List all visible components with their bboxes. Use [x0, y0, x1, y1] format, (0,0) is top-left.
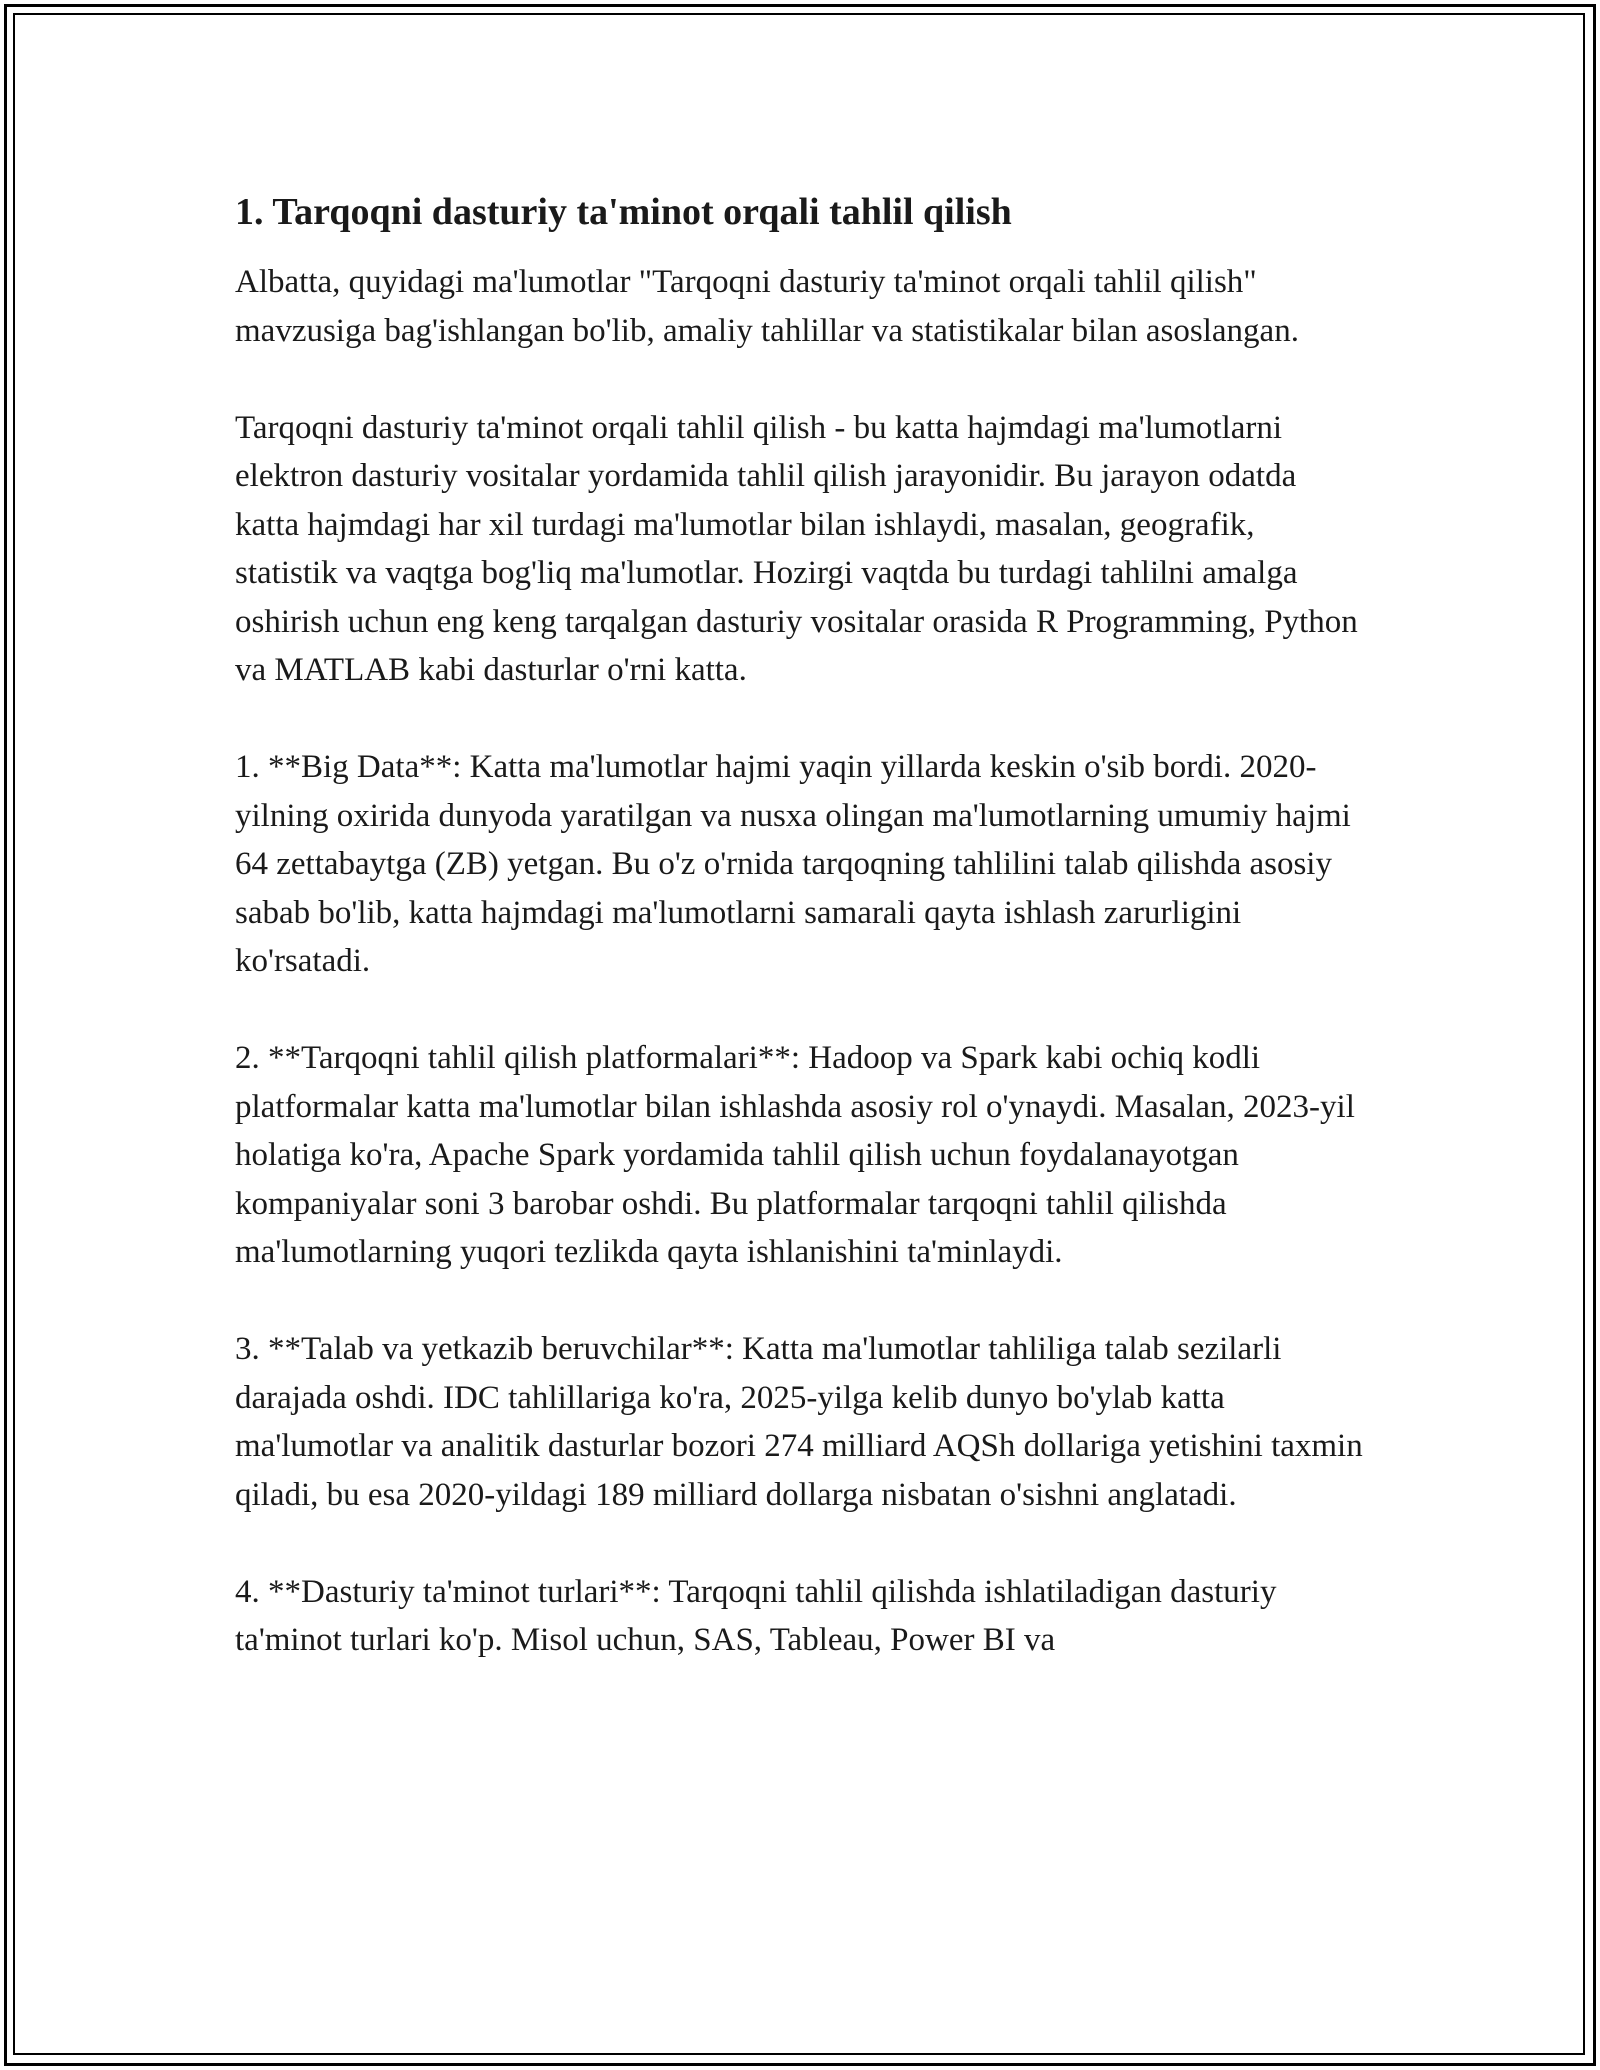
paragraph-platforms: 2. **Tarqoqni tahlil qilish platformalari**: Hadoop va Spark kabi ochiq kodli platformalar katta ma'lumotlar bilan ishlashda asosiy rol o'ynaydi. Masalan, 2023-yil holatiga ko'ra, Apache Spark yordamida tahlil qilish uchun foydalanayotgan kompaniyalar soni 3 barobar oshdi. Bu platformalar tarqoqni tahlil qilishda ma'lumotlarning yuqori tezlikda qayta ishlanishini ta'minlaydi. — [235, 1040, 1355, 1270]
document-page — [235, 186, 1365, 1665]
paragraph-definition: Tarqoqni dasturiy ta'minot orqali tahlil qilish - bu katta hajmdagi ma'lumotlarni elektron dasturiy vositalar yordamida tahlil qilish jarayonidir. Bu jarayon odatda katta hajmdagi har xil turdagi ma'lumotlar bilan ishlaydi, masalan, geografik, statistik va vaqtga bog'liq ma'lumotlar. Hozirgi vaqtda bu turdagi tahlilni amalga oshirish uchun eng keng tarqalgan dasturiy vositalar orasida R Programming, Python va MATLAB kabi dasturlar o'rni katta. — [235, 409, 1358, 688]
paragraph-intro: Albatta, quyidagi ma'lumotlar "Tarqoqni dasturiy ta'minot orqali tahlil qilish" mavzusiga bag'ishlangan bo'lib, amaliy tahlillar va statistikalar bilan asoslangan. — [235, 264, 1299, 349]
paragraph-software-types: 4. **Dasturiy ta'minot turlari**: Tarqoqni tahlil qilishda ishlatiladigan dasturiy ta'minot turlari ko'p. Misol uchun, SAS, Tableau, Power BI va — [235, 1573, 1277, 1658]
paragraph-demand: 3. **Talab va yetkazib beruvchilar**: Katta ma'lumotlar tahliliga talab sezilarli darajada oshdi. IDC tahlillariga ko'ra, 2025-yilga kelib dunyo bo'ylab katta ma'lumotlar va analitik dasturlar bozori 274 milliard AQSh dollariga yetishini taxmin qiladi, bu esa 2020-yildagi 189 milliard dollarga nisbatan o'sishni anglatadi. — [235, 1331, 1363, 1513]
section-heading: 1. Tarqoqni dasturiy ta'minot orqali tahlil qilish — [235, 191, 1012, 233]
paragraph-big-data: 1. **Big Data**: Katta ma'lumotlar hajmi yaqin yillarda keskin o'sib bordi. 2020-yilning oxirida dunyoda yaratilgan va nusxa olingan ma'lumotlarning umumiy hajmi 64 zettabaytga (ZB) yetgan. Bu o'z o'rnida tarqoqning tahlilini talab qilishda asosiy sabab bo'lib, katta hajmdagi ma'lumotlarni samarali qayta ishlash zarurligini ko'rsatadi. — [235, 749, 1351, 979]
